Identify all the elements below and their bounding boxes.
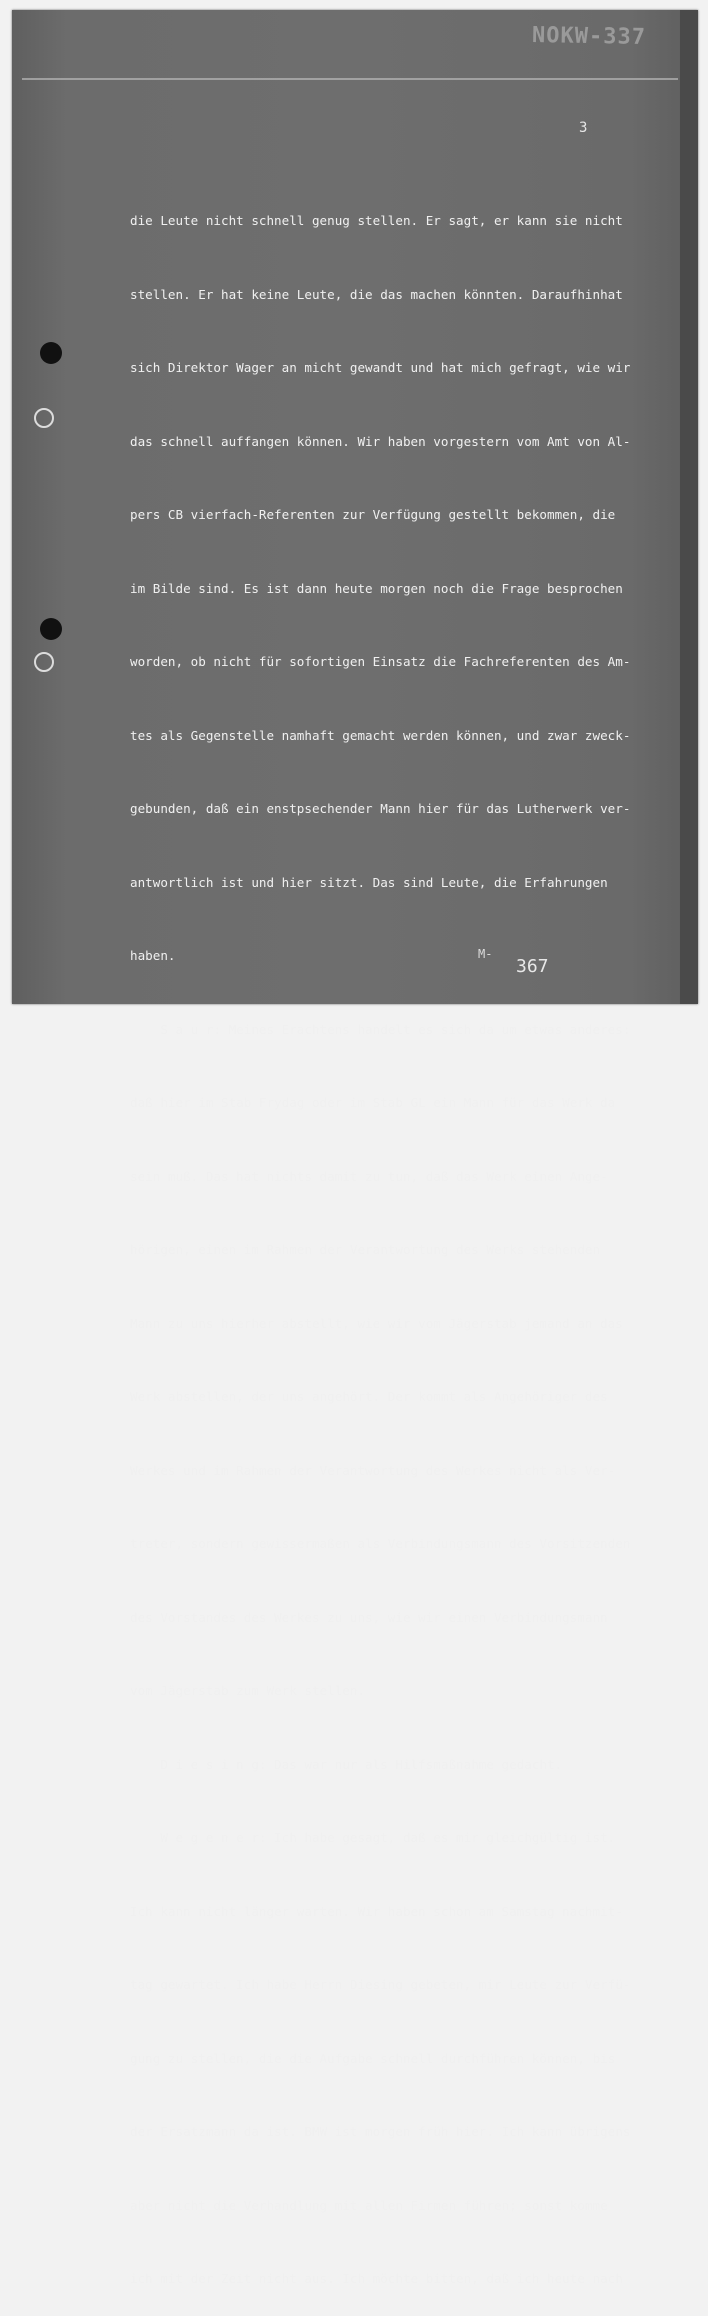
page-edge-shadow: [680, 10, 698, 1004]
text-line: tag gewartet. Ich habe Herrn Diesing gebeten, mir Leute zur Verfü-: [130, 1977, 631, 1992]
text-line: der Ersatzmann da ist. BMW ist morgen früh hier. Ich kann übrigens: [130, 2124, 631, 2139]
text-line: die Leute nicht schnell genug stellen. Er sagt, er kann sie nicht: [130, 213, 623, 228]
text-line: worden, ob nicht für sofortigen Einsatz die Fachreferenten des Am-: [130, 654, 631, 669]
text-line: haben.: [130, 948, 176, 963]
text-line: ich mit der Zeit nicht aus. Ich möchte bitten, daß ich heute nach: [130, 2271, 623, 2286]
text-line: Ich kann nicht länger warten. Wir haben schon am Samstag nachmit-: [130, 1903, 623, 1919]
text-line: tes als Gegenstelle namhaft gemacht werden können, und zwar zweck-: [130, 727, 631, 743]
text-line: das schnell auffangen können. Wir haben vorgestern vom Amt von Al-: [130, 433, 631, 449]
text-line: gebunden, daß ein enstpsechender Mann hier für das Lutherwerk ver-: [130, 801, 631, 816]
text-line: sich Direktor Wager an micht gewandt und hat mich gefragt, wie wir: [130, 360, 631, 375]
transcript-body: [130, 160, 630, 2316]
text-line: im Bilde sind. Es ist dann heute morgen noch die Frage besprochen: [130, 580, 623, 596]
text-line: vom Jägerstab zum Werk stellen.: [130, 1683, 366, 1698]
text-line: daß hier im Stab Frydag oder im Stab GL ein Mann für das Werk da: [130, 1095, 616, 1110]
header-rule: [22, 78, 678, 80]
text-line: gung zu stellen, die die Aufgabe schnell durchführen können, bis: [130, 2050, 616, 2066]
text-line: S a u r: Meines Erachtens handelt es sich da um etwas anderes:: [130, 1021, 631, 1037]
text-line: aber nicht die Verhandlung mit allen Firmen führen; sonst komme: [130, 2197, 608, 2213]
text-line: W e g e n e r: Ich habe gesagt, daß es mir gleichgültig ist.: [130, 1830, 616, 1845]
text-line: pers CB vierfach-Referenten zur Verfügung gestellt bekommen, die: [130, 507, 616, 522]
footer-page-number: 367: [516, 956, 549, 977]
punch-hole: [40, 618, 62, 640]
text-line: hörigen, einen im Rahmen der Verantwortung des Werks stehenden: [130, 1242, 601, 1257]
punch-hole: [40, 342, 62, 364]
text-line: antwortlich ist und hier sitzt. Das sind Leute, die Erfahrungen: [130, 874, 608, 890]
punch-hole-ring: [34, 408, 54, 428]
text-line: D i e s i n g: Das war nur als Hilfsmaßnahme gedacht.: [130, 1756, 563, 1772]
text-line: Mann zu uns hierher abstellt, wie wir vom Jägerstab jemand an das: [130, 1315, 623, 1331]
text-line: Werk abstellen, der uns angehört. Der kommt als Angehöriger des: [130, 1389, 608, 1404]
page-number: 3: [579, 120, 588, 136]
text-line: des Vorstandes des Werkes zu uns, wie wir einen Verbindungsmann: [130, 1609, 608, 1625]
text-line: treter, sondern gewissermaßen als Verbindungsmann des Vorsitzenden: [130, 1536, 631, 1551]
text-line: sein muß. Das hat nichts damit zu tun, daß das Werk einen Ange-: [130, 1168, 608, 1184]
text-line: stellen. Er hat keine Leute, die das machen könnten. Daraufhinhat: [130, 286, 623, 302]
archive-stamp: NOKW-337: [531, 23, 647, 50]
footer-mark: M-: [478, 947, 493, 961]
text-line: Werkes und im Rahmen der Verantwortung des Werkes nicht als Ver-: [130, 1462, 616, 1478]
punch-hole-ring: [34, 652, 54, 672]
